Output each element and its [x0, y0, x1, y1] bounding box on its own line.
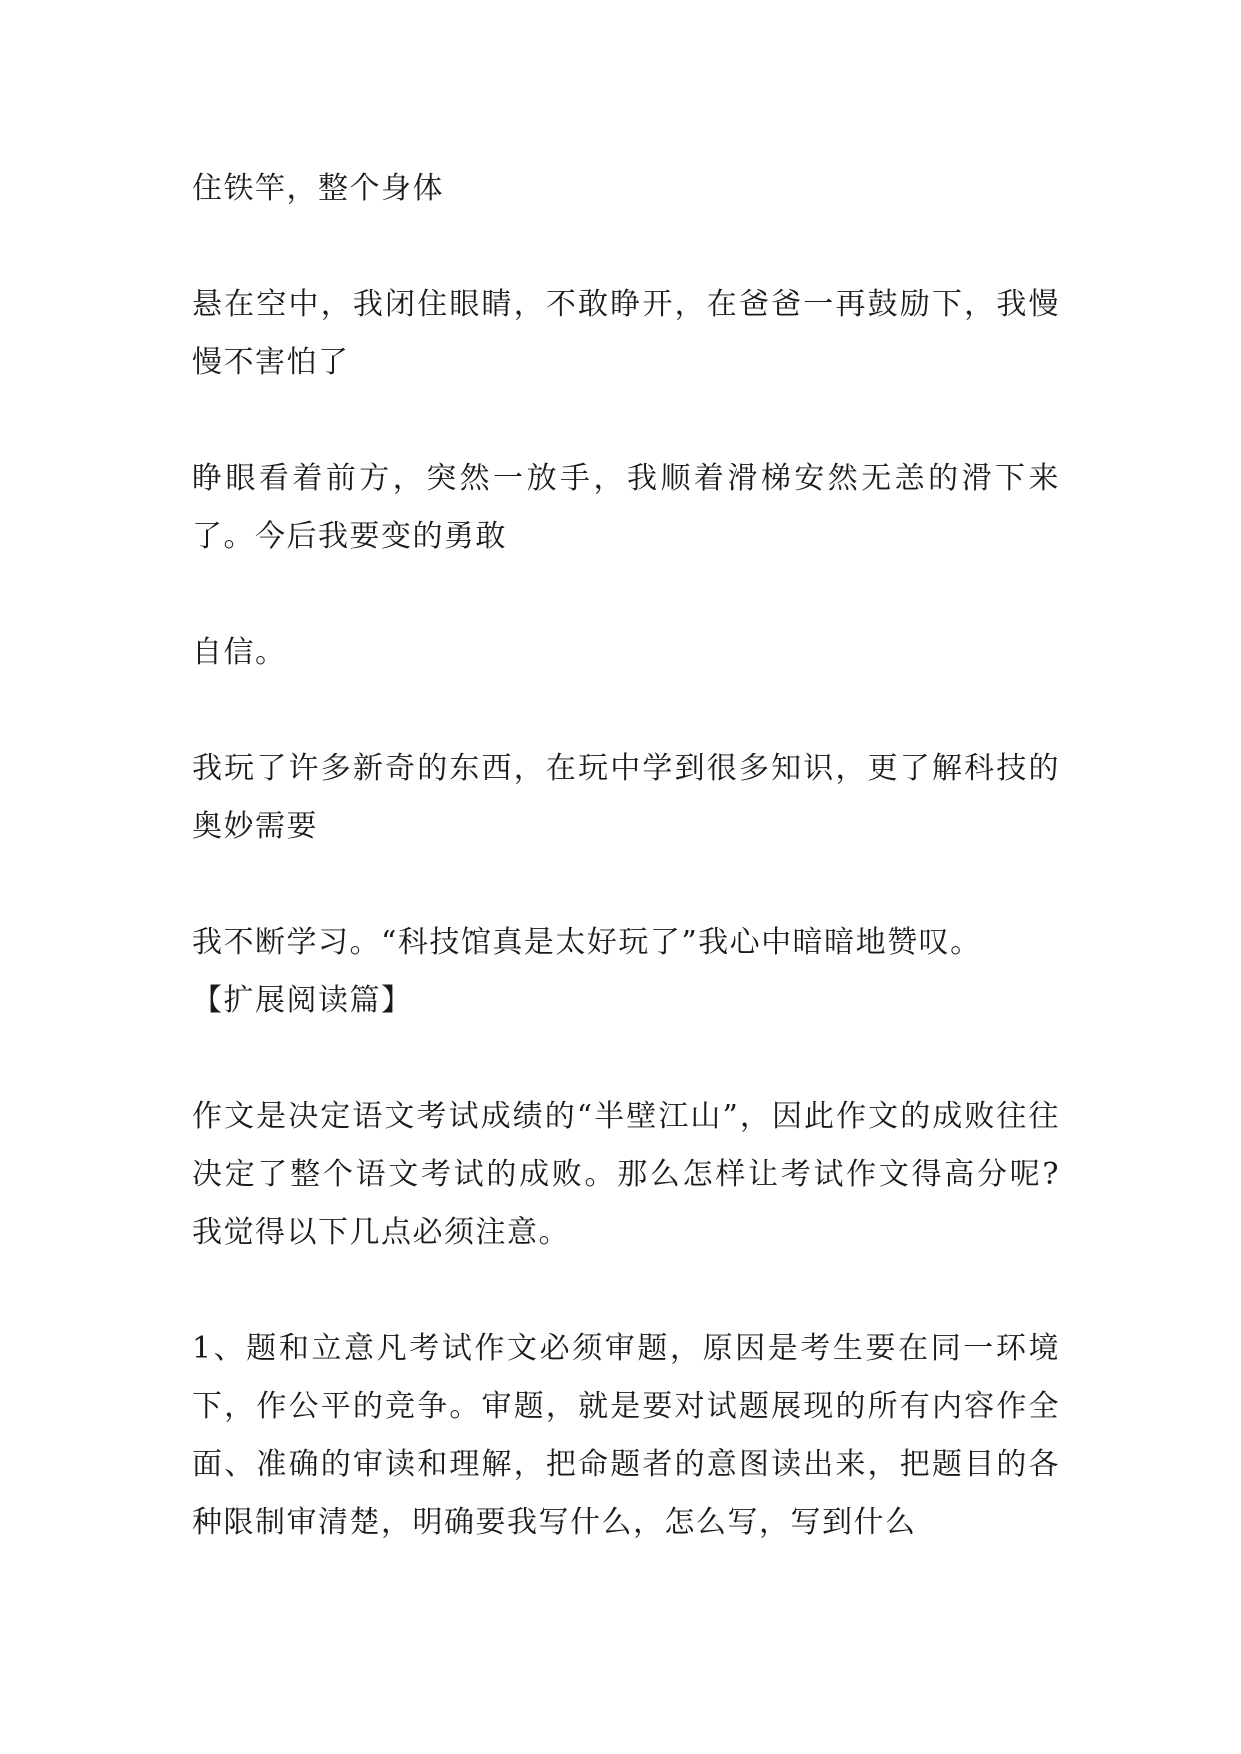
paragraph-2: 悬在空中，我闭住眼睛，不敢睁开，在爸爸一再鼓励下，我慢慢不害怕了: [192, 287, 1060, 380]
document-body: [192, 160, 1060, 1610]
paragraph-4: 自信。: [192, 635, 287, 670]
section-heading: 【扩展阅读篇】: [192, 983, 413, 1018]
paragraph-3: 睁眼看着前方，突然一放手，我顺着滑梯安然无恙的滑下来了。今后我要变的勇敢: [192, 461, 1060, 554]
paragraph-6: 我不断学习。“科技馆真是太好玩了”我心中暗暗地赞叹。: [192, 925, 982, 960]
paragraph-5: 我玩了许多新奇的东西，在玩中学到很多知识，更了解科技的奥妙需要: [192, 751, 1060, 844]
paragraph-7: 作文是决定语文考试成绩的“半壁江山”，因此作文的成败往往决定了整个语文考试的成败。那么怎样让考试作文得高分呢?我觉得以下几点必须注意。: [192, 1099, 1060, 1250]
paragraph-1: 住铁竿，整个身体: [192, 171, 444, 206]
paragraph-8: 1、题和立意凡考试作文必须审题，原因是考生要在同一环境下，作公平的竞争。审题，就是要对试题展现的所有内容作全面、准确的审读和理解，把命题者的意图读出来，把题目的各种限制审清楚，明确要我写什么，怎么写，写到什么: [192, 1331, 1060, 1540]
